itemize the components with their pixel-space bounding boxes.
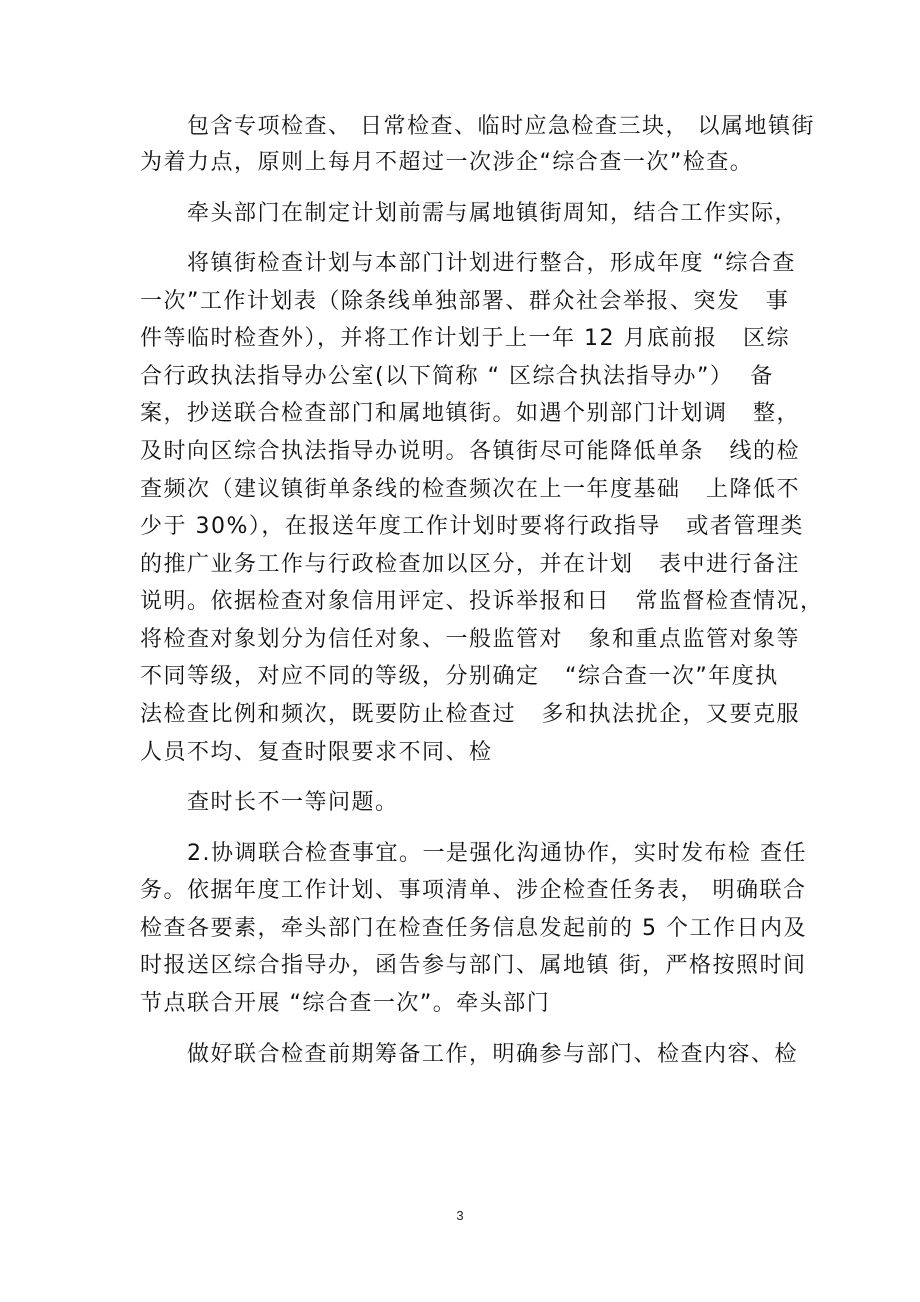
text-line: 少于 30%），在报送年度工作计划时要将行政指导 或者管理类 [140, 514, 804, 539]
text-line: 查时长不一等问题。 [187, 790, 399, 815]
text-line: 合行政执法指导办公室(以下简称 “ 区综合执法指导办”） 备 [140, 364, 774, 389]
text-line: 务。依据年度工作计划、事项清单、涉企检查任务表， 明确联合 [140, 878, 807, 903]
text-line: 案，抄送联合检查部门和属地镇街。如遇个别部门计划调 整， [140, 401, 800, 426]
text-line: 做好联合检查前期筹备工作，明确参与部门、检查内容、检 [187, 1042, 799, 1067]
text-line: 2.协调联合检查事宜。一是强化沟通协作，实时发布检 查任 [187, 841, 807, 866]
page-number: 3 [456, 1208, 464, 1223]
text-line: 人员不均、复查时限要求不同、检 [140, 740, 493, 765]
text-line: 检查各要素，牵头部门在检查任务信息发起前的 5 个工作日内及 [140, 916, 807, 941]
text-line: 将检查对象划分为信任对象、一般监管对 象和重点监管对象等 [140, 627, 800, 652]
text-line: 将镇街检查计划与本部门计划进行整合，形成年度 “综合查 [187, 251, 796, 276]
text-line: 时报送区综合指导办，函告参与部门、属地镇 街，严格按照时间 [140, 953, 807, 978]
text-line: 包含专项检查、 日常检查、临时应急检查三块， 以属地镇街 [187, 114, 815, 139]
text-line: 一次”工作计划表（除条线单独部署、群众社会举报、突发 事 [140, 289, 790, 314]
text-line: 件等临时检查外），并将工作计划于上一年 12 月底前报 区综 [140, 326, 790, 351]
text-line: 查频次（建议镇街单条线的检查频次在上一年度基础 上降低不 [140, 477, 800, 502]
text-line: 法检查比例和频次，既要防止检查过 多和执法扰企，又要克服 [140, 702, 800, 727]
text-line: 节点联合开展 “综合查一次”。牵头部门 [140, 991, 551, 1016]
text-line: 的推广业务工作与行政检查加以区分，并在计划 表中进行备注 [140, 552, 800, 577]
text-line: 不同等级，对应不同的等级，分别确定 “综合查一次”年度执 [140, 664, 779, 689]
text-line: 牵头部门在制定计划前需与属地镇街周知，结合工作实际， [187, 201, 799, 226]
text-line: 及时向区综合执法指导办说明。各镇街尽可能降低单条 线的检 [140, 439, 800, 464]
text-line: 说明。依据检查对象信用评定、投诉举报和日 常监督检查情况， [140, 589, 824, 614]
text-line: 为着力点，原则上每月不超过一次涉企“综合查一次”检查。 [140, 150, 754, 175]
